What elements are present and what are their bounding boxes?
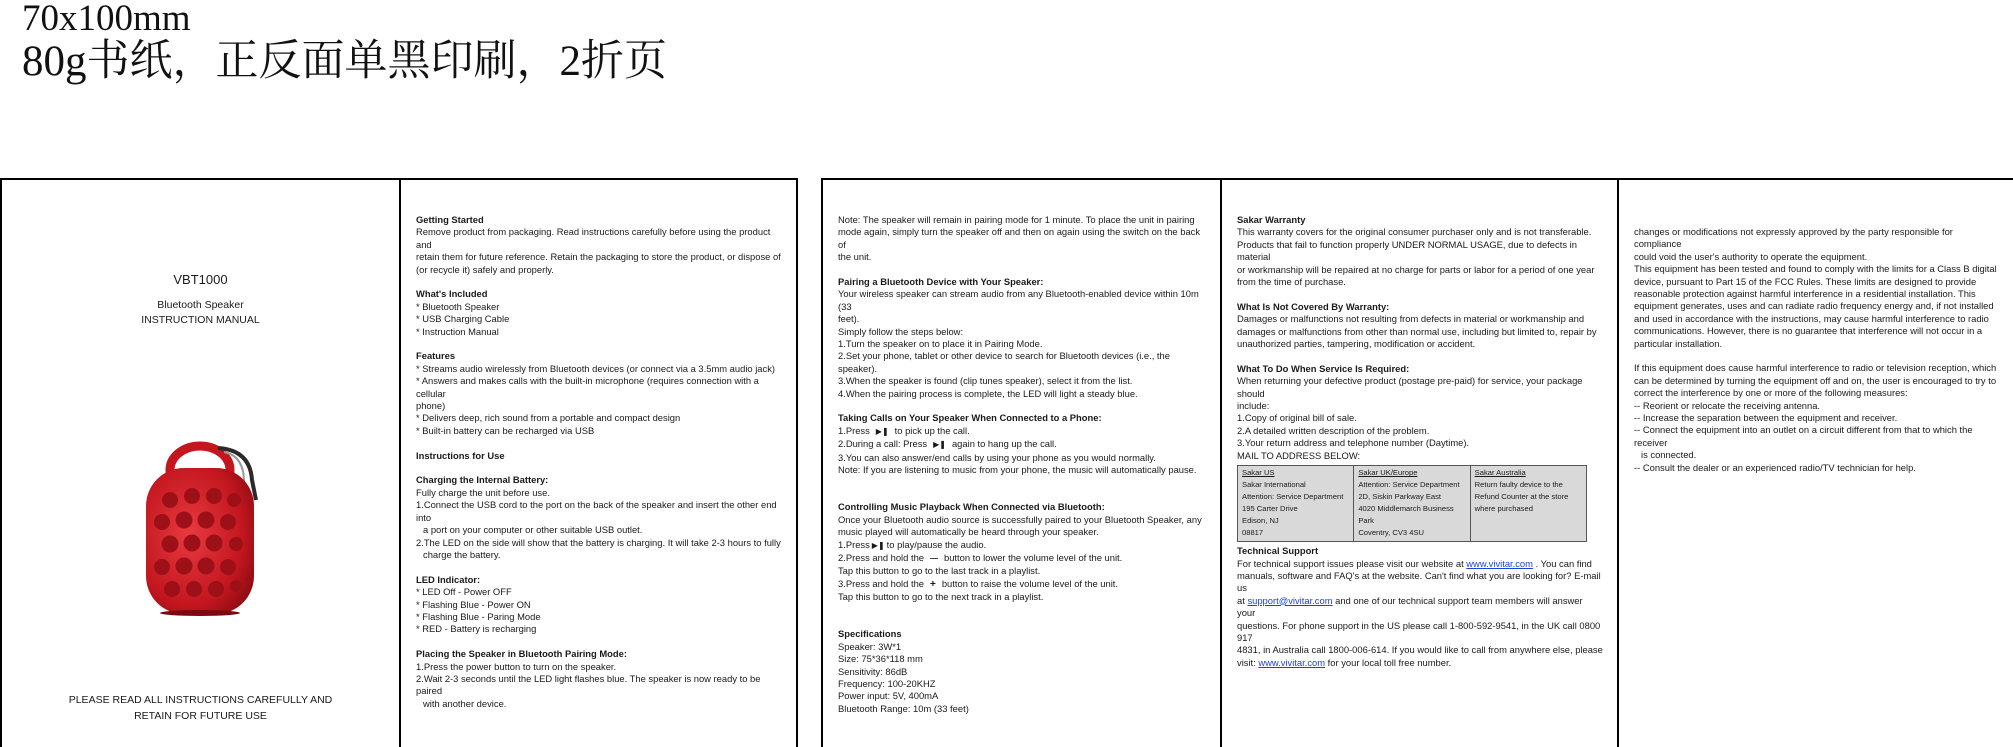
play-pause-icon: ▶❚ <box>875 426 889 436</box>
text-line: changes or modifications not expressly approved by the party responsible for compliance <box>1634 226 1953 250</box>
text-line: Products that fail to function properly UNDER NORMAL USAGE, due to defects in material <box>1237 238 1577 263</box>
text-line: device, pursuant to Part 15 of the FCC Rules. These limits are designed to provide <box>1634 275 1977 287</box>
address-line: Return faulty device to the <box>1474 480 1563 490</box>
text-line: communications. However, there is no guarantee that interference will not occur in a <box>1634 325 1983 337</box>
text-line: music played will automatically be heard through your speaker. <box>838 526 1099 538</box>
heading-features: Features <box>416 350 456 362</box>
heading-tech-support: Technical Support <box>1237 545 1319 557</box>
text-line <box>838 425 1206 438</box>
text-line: or workmanship will be repaired at no charge for parts or labor for a period of one year <box>1237 263 1595 275</box>
list-item: * Flashing Blue - Power ON <box>416 598 531 610</box>
text-line: This warranty covers for the original consumer purchaser only and is not transferable. <box>1237 226 1592 238</box>
address-au <box>1470 466 1586 541</box>
address-line: 08817 <box>1242 528 1264 538</box>
cover-footer <box>2 692 399 724</box>
address-us <box>1238 466 1353 541</box>
cover-panel <box>2 180 399 747</box>
text-fragment: at <box>1237 594 1245 606</box>
text-line: Once your Bluetooth audio source is successfully paired to your Bluetooth Speaker, any <box>838 513 1202 525</box>
product-name: Bluetooth Speaker <box>157 299 244 311</box>
website-link[interactable]: www.vivitar.com <box>1466 557 1533 569</box>
text-fragment: to pick up the call. <box>894 424 970 436</box>
text-line: 3.Your return address and telephone number (Daytime). <box>1237 437 1470 449</box>
text-line: mode again, simply turn the speaker off and then on again using the switch on the back of <box>838 226 1201 250</box>
address-line: 195 Carter Drive <box>1242 504 1298 514</box>
text-line: damages or malfunctions from other than normal use, including but limited to, repair by <box>1237 325 1597 337</box>
heading-music-playback: Controlling Music Playback When Connected via Bluetooth: <box>838 501 1105 513</box>
text-line: 2.Wait 2-3 seconds until the LED light flashes blue. The speaker is now ready to be paired <box>416 672 761 697</box>
text-fragment: for your local toll free number. <box>1327 656 1452 668</box>
spec-item: Size: 75*36*118 mm <box>838 653 923 665</box>
email-link[interactable]: support@vivitar.com <box>1247 594 1333 606</box>
text-line: unauthorized parties, tampering, modification or accident. <box>1237 338 1476 350</box>
text-line: with another device. <box>423 697 507 709</box>
footer-line-1: PLEASE READ ALL INSTRUCTIONS CAREFULLY AND <box>68 694 333 706</box>
list-item: * LED Off - Power OFF <box>416 586 512 598</box>
model-name: VBT1000 <box>173 272 228 287</box>
sheet-back <box>821 178 2013 747</box>
spec-item: Power input: 5V, 400mA <box>838 690 939 702</box>
address-line: Attention: Service Department <box>1358 480 1460 490</box>
text-line: When returning your defective product (postage pre-paid) for service, your package should <box>1237 375 1583 399</box>
address-line: Edison, NJ <box>1242 516 1279 526</box>
text-line: a port on your computer or other suitable USB outlet. <box>423 524 643 536</box>
text-line: equipment generates, uses and can radiate radio frequency energy and, if not installed <box>1634 300 1994 312</box>
fcc-panel <box>1617 180 2013 747</box>
text-line: 2.The LED on the side will show that the battery is charging. It will take 2-3 hours to fully <box>416 536 781 548</box>
heading-charging: Charging the Internal Battery: <box>416 474 549 486</box>
text-line: from the time of purchase. <box>1237 276 1346 288</box>
text-line: MAIL TO ADDRESS BELOW: <box>1237 449 1361 461</box>
address-title: Sakar Australia <box>1474 468 1526 478</box>
warranty-panel <box>1220 180 1617 747</box>
text-line <box>1237 595 1603 620</box>
text-line <box>838 552 1206 565</box>
text-line: 1.Connect the USB cord to the port on the back of the speaker and insert the other end into <box>416 499 777 523</box>
heading-led: LED Indicator: <box>416 573 481 585</box>
text-line: 1.Copy of original bill of sale. <box>1237 412 1357 424</box>
text-line: questions. For phone support in the US please call 1-800-592-9541, in the UK call 0800 917 <box>1237 619 1601 643</box>
address-line: where purchased <box>1474 504 1533 514</box>
text-fragment: 2.Press and hold the <box>838 551 924 563</box>
list-item: * Answers and makes calls with the built-in microphone (requires connection with a cellular <box>416 375 759 399</box>
heading-specifications: Specifications <box>838 628 902 640</box>
text-line: 1.Press the power button to turn on the speaker. <box>416 660 617 672</box>
heading-getting-started: Getting Started <box>416 214 484 225</box>
text-line: 3.You can also answer/end calls by using your phone as you would normally. <box>838 451 1156 463</box>
address-title: Sakar US <box>1242 468 1275 478</box>
text-line: Tap this button to go to the last track in a playlist. <box>838 565 1041 577</box>
text-line: can be determined by turning the equipment off and on, the user is encouraged to try to <box>1634 374 1997 386</box>
heading-pairing-mode: Placing the Speaker in Bluetooth Pairing Mode: <box>416 648 627 660</box>
text-fragment: 3.Press and hold the <box>838 577 924 589</box>
text-line: (or recycle it) safely and properly. <box>416 263 554 275</box>
text-line: charge the battery. <box>423 548 501 560</box>
text-line: Damages or malfunctions not resulting from defects in material or workmanship and <box>1237 313 1585 325</box>
address-line: 4020 Middlemarch Business Park <box>1358 504 1454 526</box>
text-fragment: 2.During a call: Press <box>838 438 928 450</box>
heading-pairing-device: Pairing a Bluetooth Device with Your Speaker: <box>838 276 1044 288</box>
list-item: * Built-in battery can be recharged via USB <box>416 424 595 436</box>
footer-line-2: RETAIN FOR FUTURE USE <box>134 710 267 722</box>
play-pause-icon: ▶❚ <box>871 540 885 550</box>
list-item: * Instruction Manual <box>416 325 499 337</box>
text-line <box>838 438 1206 451</box>
spec-item: Speaker: 3W*1 <box>838 640 902 652</box>
text-fragment: visit: <box>1237 656 1256 668</box>
spec-item: Frequency: 100-20KHZ <box>838 677 936 689</box>
text-line: manuals, software and FAQ's at the website. Can't find what you are looking for? E-mail us <box>1237 569 1601 594</box>
heading-taking-calls: Taking Calls on Your Speaker When Connected to a Phone: <box>838 412 1102 424</box>
text-line: Your wireless speaker can stream audio from any Bluetooth-enabled device within 10m (33 <box>838 288 1199 312</box>
cover-subtitle <box>2 298 399 328</box>
text-line: Remove product from packaging. Read instructions carefully before using the product and <box>416 226 771 250</box>
text-fragment: . You can find <box>1535 557 1592 569</box>
address-line: Coventry, CV3 4SU <box>1358 528 1425 538</box>
text-line <box>838 539 1206 552</box>
text-fragment: to play/pause the audio. <box>886 538 987 550</box>
list-item: * USB Charging Cable <box>416 313 510 325</box>
text-line: 4831, in Australia call 1800-006-614. If you would like to call from anywhere else, please <box>1237 644 1603 656</box>
sheet-front <box>0 178 798 747</box>
text-line: 3.When the speaker is found (clip tunes speaker), select it from the list. <box>838 375 1133 387</box>
text-line: and used in accordance with the instructions, may cause harmful interference to radio <box>1634 312 1989 324</box>
text-line: -- Connect the equipment into an outlet on a circuit different from that to which the receiver <box>1634 424 1973 448</box>
website-link[interactable]: www.vivitar.com <box>1258 656 1326 668</box>
list-item: * Bluetooth Speaker <box>416 300 500 312</box>
text-line: correct the interference by one or more of the following measures: <box>1634 387 1908 399</box>
address-title: Sakar UK/Europe <box>1358 468 1418 478</box>
minus-icon: — <box>930 553 938 563</box>
text-line: 4.When the pairing process is complete, the LED will light a steady blue. <box>838 387 1138 399</box>
text-line <box>1237 657 1603 669</box>
address-table <box>1237 465 1587 542</box>
heading-warranty: Sakar Warranty <box>1237 214 1306 225</box>
text-fragment: For technical support issues please visit our website at <box>1237 557 1464 569</box>
address-uk <box>1353 466 1469 541</box>
text-line: Note: The speaker will remain in pairing mode for 1 minute. To place the unit in pairing <box>838 214 1195 225</box>
text-line <box>1237 558 1603 570</box>
text-fragment: again to hang up the call. <box>951 438 1057 450</box>
text-line: Note: If you are listening to music from your phone, the music will automatically pause. <box>838 464 1197 476</box>
address-line: Sakar International <box>1242 480 1306 490</box>
play-pause-icon: ▶❚ <box>933 440 946 450</box>
text-fragment: 1.Press <box>838 538 870 550</box>
address-line: Attention: Service Department <box>1242 492 1344 502</box>
list-item: * Streams audio wirelessly from Bluetooth devices (or connect via a 3.5mm audio jack) <box>416 362 776 374</box>
text-fragment: button to raise the volume level of the unit. <box>941 577 1118 589</box>
text-line: Simply follow the steps below: <box>838 325 964 337</box>
text-line: Tap this button to go to the next track in a playlist. <box>838 591 1044 603</box>
text-line: 2.A detailed written description of the problem. <box>1237 424 1430 436</box>
plus-icon: + <box>930 578 936 590</box>
list-item: * Flashing Blue - Paring Mode <box>416 610 541 622</box>
address-line: Refund Counter at the store <box>1474 492 1569 502</box>
text-line: 1.Turn the speaker on to place it in Pairing Mode. <box>838 338 1043 350</box>
text-line: Fully charge the unit before use. <box>416 486 550 498</box>
text-line: -- Consult the dealer or an experienced radio/TV technician for help. <box>1634 461 1916 473</box>
text-line: include: <box>1237 400 1270 412</box>
manual-title: INSTRUCTION MANUAL <box>141 314 260 326</box>
text-line: -- Reorient or relocate the receiving antenna. <box>1634 399 1821 411</box>
text-line: the unit. <box>838 251 872 263</box>
text-line: could void the user's authority to operate the equipment. <box>1634 250 1868 262</box>
list-item: * Delivers deep, rich sound from a portable and compact design <box>416 412 681 424</box>
text-line: retain them for future reference. Retain the packaging to store the product, or dispose of <box>416 251 781 263</box>
heading-not-covered: What Is Not Covered By Warranty: <box>1237 300 1390 312</box>
text-line: is connected. <box>1641 449 1697 461</box>
text-line: This equipment has been tested and found to comply with the limits for a Class B digital <box>1634 263 1997 275</box>
address-line: 2D, Siskin Parkway East <box>1358 492 1442 502</box>
text-line: 2.Set your phone, tablet or other device to search for Bluetooth devices (i.e., the speaker). <box>838 350 1170 374</box>
text-line: -- Increase the separation between the equipment and receiver. <box>1634 412 1898 424</box>
list-item: phone) <box>416 400 446 412</box>
pairing-panel <box>823 180 1220 747</box>
text-line: reasonable protection against harmful interference in a residential installation. This <box>1634 288 1976 300</box>
heading-instructions: Instructions for Use <box>416 449 505 461</box>
text-line <box>838 578 1206 591</box>
heading-whats-included: What's Included <box>416 288 488 300</box>
heading-service: What To Do When Service Is Required: <box>1237 362 1410 374</box>
spec-print: 80g书纸，正反面单黑印刷，2折页 <box>22 38 667 85</box>
text-line: feet). <box>838 313 860 325</box>
spec-item: Sensitivity: 86dB <box>838 665 908 677</box>
spec-size: 70x100mm <box>22 0 191 39</box>
text-fragment: button to lower the volume level of the unit. <box>944 551 1123 563</box>
getting-started-panel <box>399 180 796 747</box>
list-item: * RED - Battery is recharging <box>416 623 537 635</box>
text-fragment: and one of our technical support team members will answer your <box>1237 594 1583 619</box>
speaker-image <box>140 430 272 616</box>
text-line: If this equipment does cause harmful interference to radio or television reception, which <box>1634 362 1997 374</box>
text-fragment: 1.Press <box>838 424 870 436</box>
text-line: particular installation. <box>1634 337 1723 349</box>
spec-item: Bluetooth Range: 10m (33 feet) <box>838 702 969 714</box>
